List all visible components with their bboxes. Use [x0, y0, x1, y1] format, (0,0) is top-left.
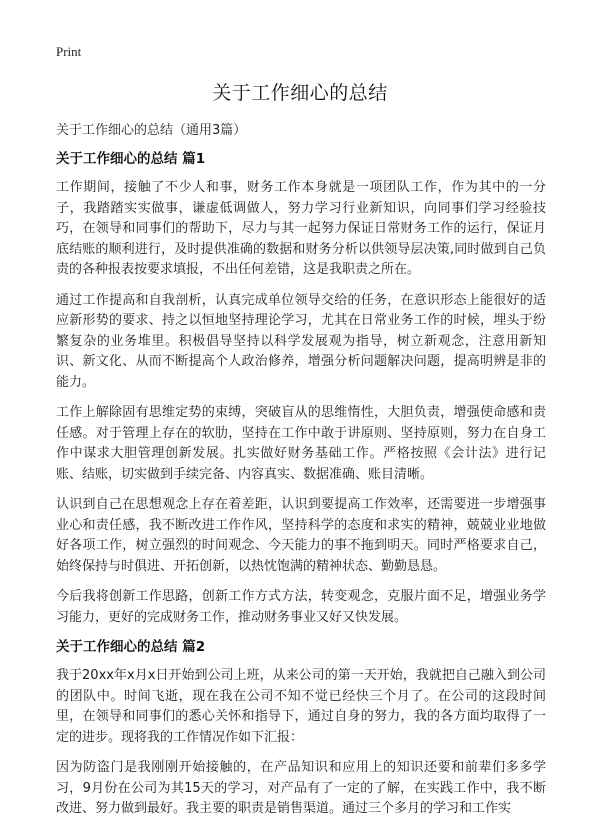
section-heading: 关于工作细心的总结 篇1	[56, 151, 206, 167]
section-1	[56, 150, 546, 628]
paragraph: 因为防盗门是我刚刚开始接触的，在产品知识和应用上的知识还要和前辈们多多学习，9月份在公司为其15天的学习，对产品有了一定的了解，在实践工作中，我不断改进、努力做到最好。我主要的职责是销售渠道。通过三个多月的学习和工作实	[56, 760, 546, 816]
paragraph: 工作期间，接触了不少人和事，财务工作本身就是一项团队工作，作为其中的一分子，我踏踏实实做事，谦虚低调做人，努力学习行业新知识，向同事们学习经验技巧，在领导和同事们的帮助下，尽力与其一起努力保证日常财务工作的运行，保证月底结账的顺利进行，及时提供准确的数据和财务分析以供领导层决策,同时做到自己负责的各种报表按要求填报，不出任何差错，这是我职责之所在。	[56, 180, 546, 277]
paragraph: 今后我将创新工作思路，创新工作方式方法，转变观念，克服片面不足，增强业务学习能力，更好的完成财务工作，推动财务事业又好又快发展。	[56, 589, 546, 625]
document-title: 关于工作细心的总结	[212, 82, 388, 104]
paragraph: 我于20xx年x月x日开始到公司上班，从来公司的第一天开始，我就把自己融入到公司的团队中。时间飞逝，现在我在公司不知不觉已经快三个月了。在公司的这段时间里，在领导和同事们的悉心关怀和指导下，通过自身的努力，我的各方面均取得了一定的进步。现将我的工作情况作如下汇报：	[56, 668, 546, 745]
paragraph: 通过工作提高和自我剖析，认真完成单位领导交给的任务，在意识形态上能很好的适应新形势的要求、持之以恒地坚持理论学习，尤其在日常业务工作的时候，埋头于纷繁复杂的业务堆里。积极倡导坚持以科学发展观为指导，树立新观念，注意用新知识、新文化、从而不断提高个人政治修养，增强分析问题解决问题，提高明辨是非的能力。	[56, 292, 546, 390]
paragraph: 工作上解除固有思维定势的束缚，突破盲从的思维惰性，大胆负责，增强使命感和责任感。对于管理上存在的软肋，坚持在工作中敢于讲原则、坚持原则，努力在自身工作中谋求大胆管理创新发展。扎实做好财务基础工作。严格按照《会计法》进行记账、结账，切实做到手续完备、内容真实、数据准确、账目清晰。	[56, 405, 546, 482]
print-link[interactable]: Print	[56, 44, 82, 59]
document-subtitle: 关于工作细心的总结（通用3篇）	[56, 123, 247, 138]
document-body	[56, 150, 546, 828]
paragraph: 认识到自己在思想观念上存在着差距，认识到要提高工作效率，还需要进一步增强事业心和责任感，我不断改进工作作风，坚持科学的态度和求实的精神，兢兢业业地做好各项工作，树立强烈的时间观念、今天能力的事不拖到明天。同时严格要求自己，始终保持与时俱进、开拓创新，以热忱饱满的精神状态、勤勤恳恳。	[56, 497, 546, 574]
section-heading: 关于工作细心的总结 篇2	[56, 639, 206, 655]
section-2	[56, 638, 546, 820]
